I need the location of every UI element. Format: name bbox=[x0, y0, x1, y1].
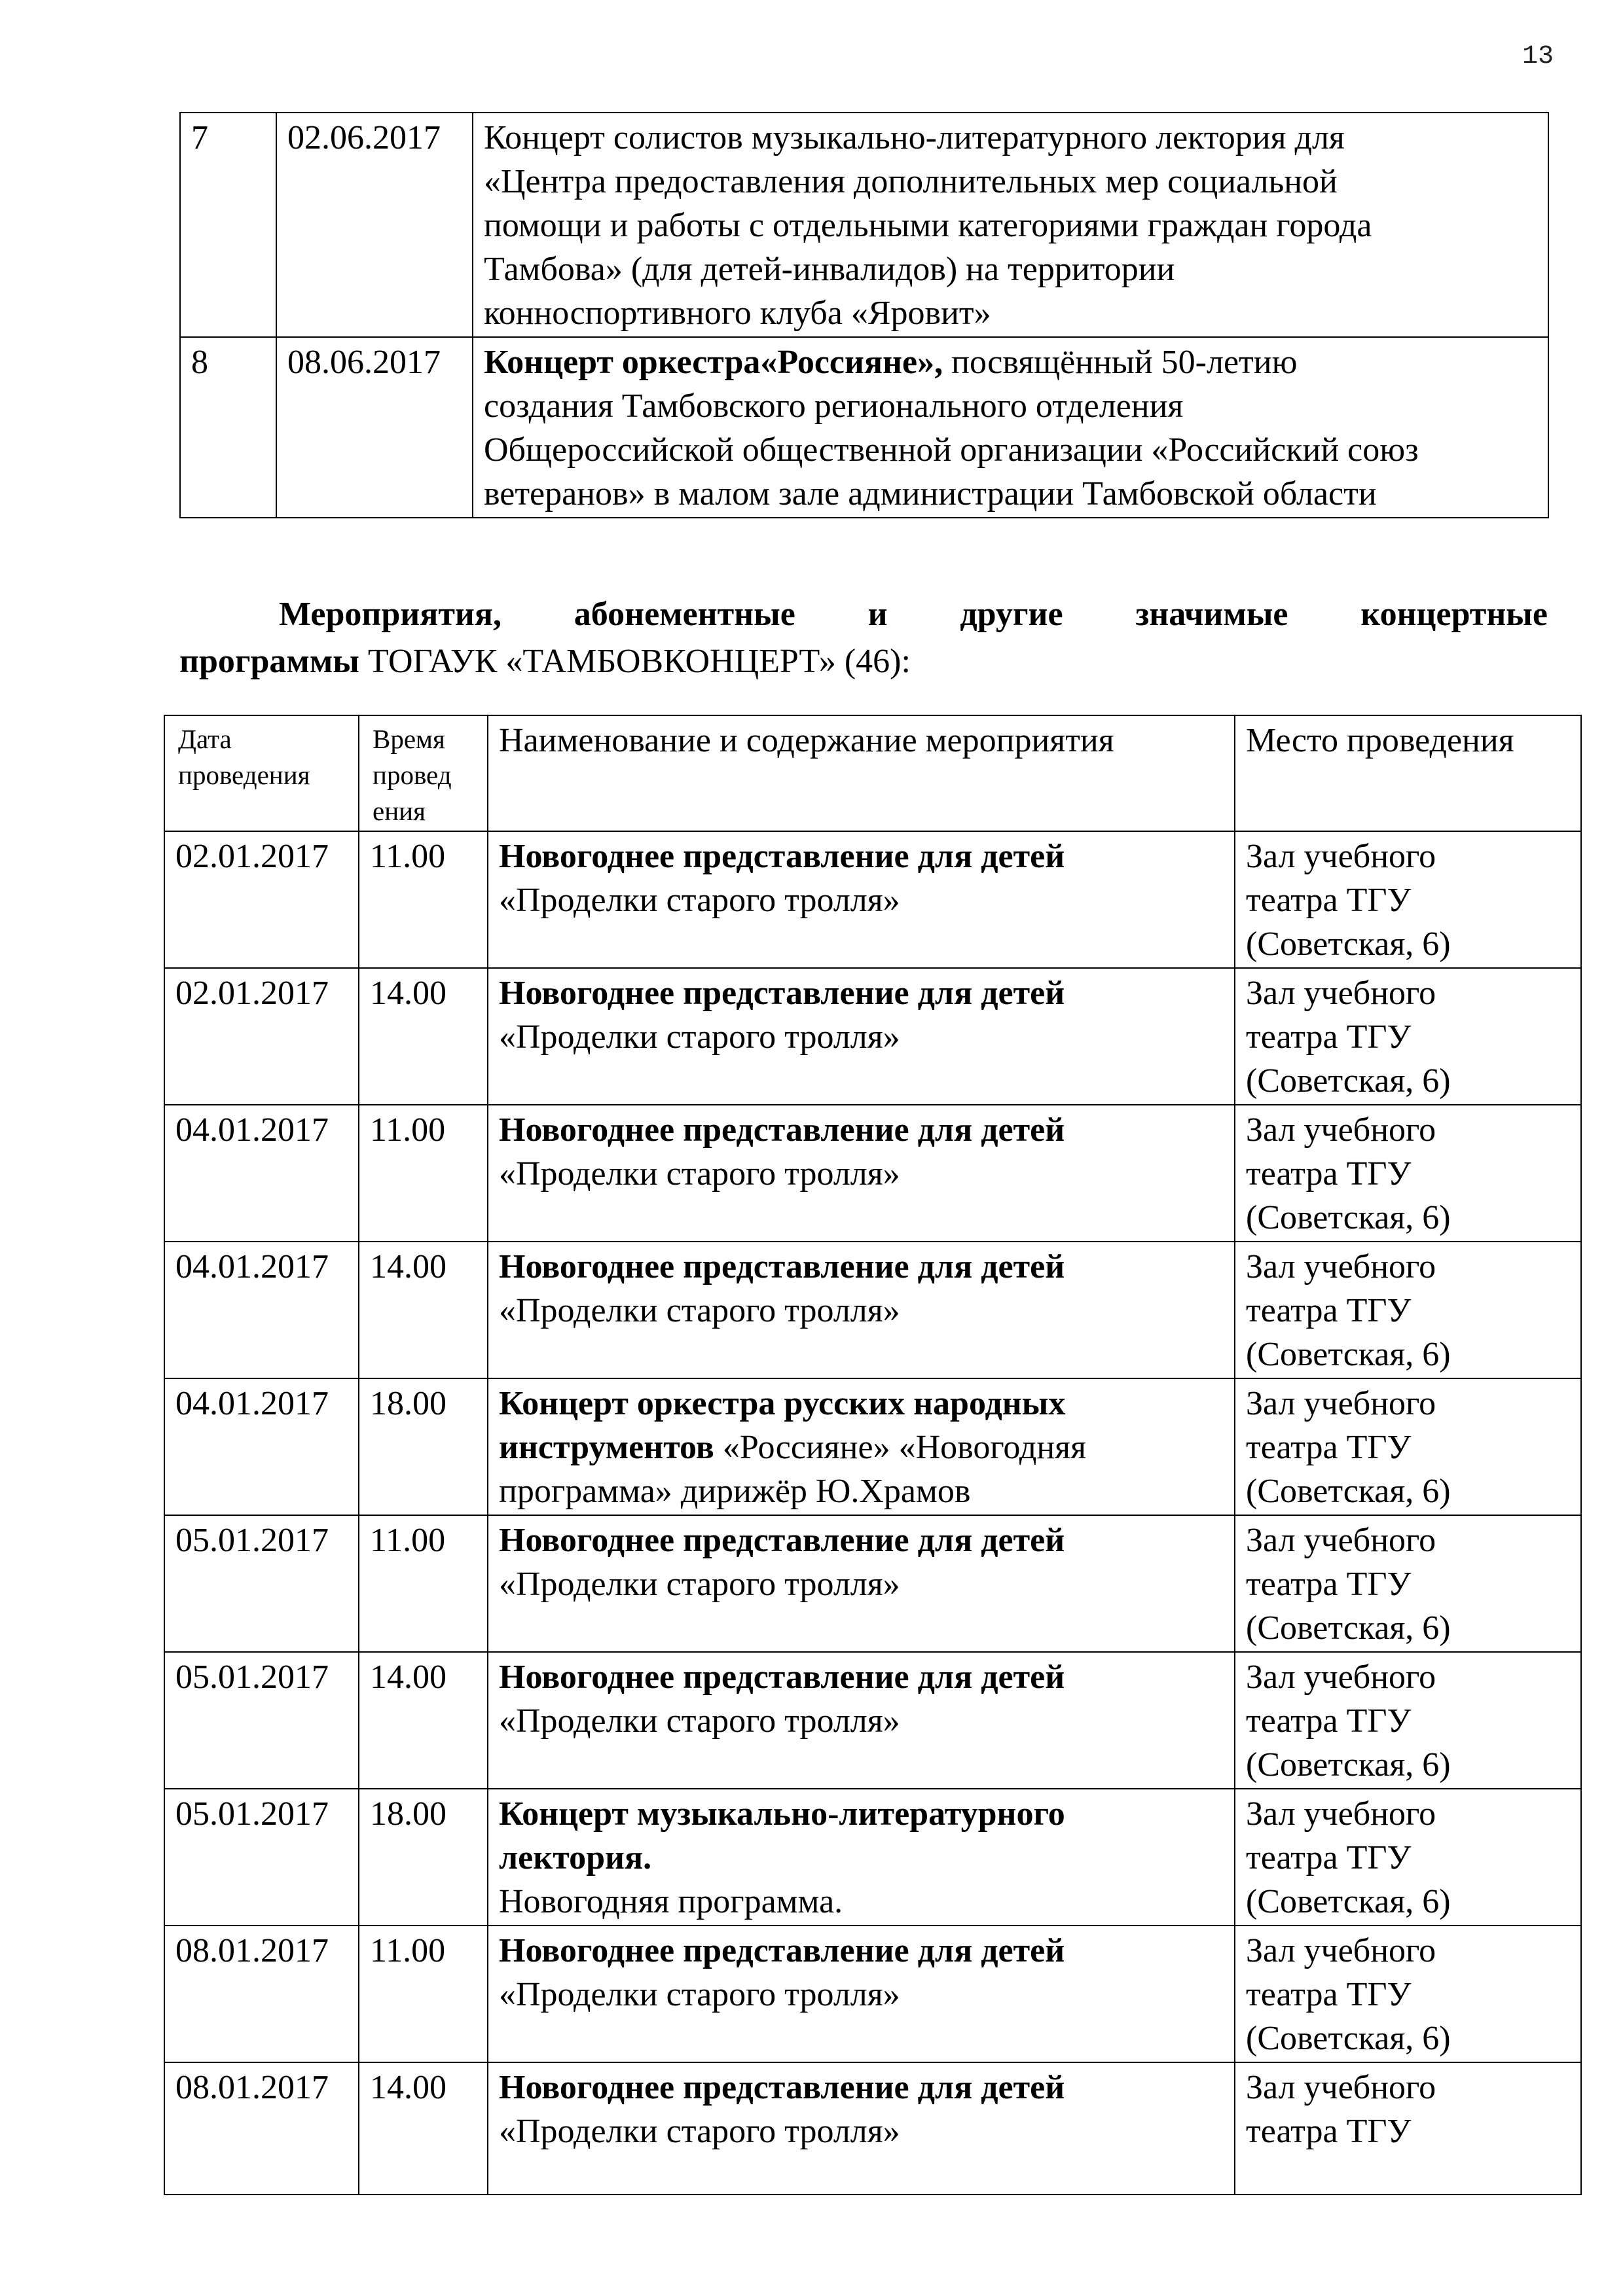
page-number: 13 bbox=[1522, 42, 1554, 71]
event-place: Зал учебного театра ТГУ (Советская, 6) bbox=[1235, 968, 1581, 1105]
event-place: Зал учебного театра ТГУ (Советская, 6) bbox=[1235, 1789, 1581, 1926]
event-name: Новогоднее представление для детей «Проделки старого тролля» bbox=[488, 1926, 1235, 2062]
table-row bbox=[164, 1105, 1581, 1242]
row-number: 7 bbox=[180, 113, 276, 337]
event-place: Зал учебного театра ТГУ (Советская, 6) bbox=[1235, 1652, 1581, 1789]
event-date: 08.01.2017 bbox=[164, 2062, 359, 2195]
event-name: Новогоднее представление для детей «Проделки старого тролля» bbox=[488, 831, 1235, 968]
header-name: Наименование и содержание мероприятия bbox=[488, 715, 1235, 831]
event-time: 14.00 bbox=[359, 1652, 488, 1789]
events-table bbox=[164, 715, 1582, 2195]
row-date: 08.06.2017 bbox=[276, 337, 473, 518]
table-row bbox=[164, 1652, 1581, 1789]
event-place: Зал учебного театра ТГУ (Советская, 6) bbox=[1235, 1105, 1581, 1242]
event-place: Зал учебного театра ТГУ (Советская, 6) bbox=[1235, 1242, 1581, 1378]
row-date: 02.06.2017 bbox=[276, 113, 473, 337]
event-place: Зал учебного театра ТГУ (Советская, 6) bbox=[1235, 1378, 1581, 1515]
event-place: Зал учебного театра ТГУ (Советская, 6) bbox=[1235, 1926, 1581, 2062]
table-row bbox=[180, 113, 1548, 337]
header-date: Дата проведения bbox=[164, 715, 359, 831]
event-time: 18.00 bbox=[359, 1378, 488, 1515]
event-time: 11.00 bbox=[359, 831, 488, 968]
event-name: Новогоднее представление для детей «Проделки старого тролля» bbox=[488, 2062, 1235, 2195]
event-date: 05.01.2017 bbox=[164, 1652, 359, 1789]
event-date: 08.01.2017 bbox=[164, 1926, 359, 2062]
event-date: 04.01.2017 bbox=[164, 1378, 359, 1515]
event-time: 18.00 bbox=[359, 1789, 488, 1926]
event-time: 14.00 bbox=[359, 968, 488, 1105]
event-name: Концерт музыкально-литературного лектория. Новогодняя программа. bbox=[488, 1789, 1235, 1926]
event-date: 04.01.2017 bbox=[164, 1105, 359, 1242]
event-date: 02.01.2017 bbox=[164, 968, 359, 1105]
event-place: Зал учебного театра ТГУ (Советская, 6) bbox=[1235, 831, 1581, 968]
event-place: Зал учебного театра ТГУ bbox=[1235, 2062, 1581, 2195]
header-place: Место проведения bbox=[1235, 715, 1581, 831]
table-row bbox=[164, 2062, 1581, 2195]
table-row bbox=[164, 1242, 1581, 1378]
table-row bbox=[164, 1515, 1581, 1652]
event-time: 11.00 bbox=[359, 1926, 488, 2062]
event-name: Новогоднее представление для детей «Проделки старого тролля» bbox=[488, 1652, 1235, 1789]
table-row bbox=[164, 831, 1581, 968]
event-name: Новогоднее представление для детей «Проделки старого тролля» bbox=[488, 1515, 1235, 1652]
row-description: Концерт оркестра«Россияне», посвящённый 50-летию создания Тамбовского регионального отделения Общероссийской общественной организации «Российский союз ветеранов» в малом зале администрации Тамбовской области bbox=[473, 337, 1548, 518]
event-time: 11.00 bbox=[359, 1105, 488, 1242]
table-row bbox=[180, 337, 1548, 518]
event-place: Зал учебного театра ТГУ (Советская, 6) bbox=[1235, 1515, 1581, 1652]
table-row bbox=[164, 968, 1581, 1105]
table-row bbox=[164, 1378, 1581, 1515]
event-date: 02.01.2017 bbox=[164, 831, 359, 968]
event-time: 14.00 bbox=[359, 1242, 488, 1378]
section-heading: Мероприятия, абонементные и другие значимые концертные программы ТОГАУК «ТАМБОВКОНЦЕРТ» (46): bbox=[179, 596, 1548, 680]
top-table bbox=[179, 112, 1549, 518]
event-date: 05.01.2017 bbox=[164, 1789, 359, 1926]
event-name: Концерт оркестра русских народных инструментов «Россияне» «Новогодняя программа» дирижёр Ю.Храмов bbox=[488, 1378, 1235, 1515]
table-header-row bbox=[164, 715, 1581, 831]
event-name: Новогоднее представление для детей «Проделки старого тролля» bbox=[488, 1105, 1235, 1242]
event-date: 04.01.2017 bbox=[164, 1242, 359, 1378]
event-name: Новогоднее представление для детей «Проделки старого тролля» bbox=[488, 1242, 1235, 1378]
table-row bbox=[164, 1926, 1581, 2062]
row-number: 8 bbox=[180, 337, 276, 518]
row-description: Концерт солистов музыкально-литературного лектория для «Центра предоставления дополнительных мер социальной помощи и работы с отдельными категориями граждан города Тамбова» (для детей-инвалидов) на территории конноспортивного клуба «Яровит» bbox=[473, 113, 1548, 337]
event-time: 11.00 bbox=[359, 1515, 488, 1652]
event-time: 14.00 bbox=[359, 2062, 488, 2195]
header-time: Время провед ения bbox=[359, 715, 488, 831]
table-row bbox=[164, 1789, 1581, 1926]
event-date: 05.01.2017 bbox=[164, 1515, 359, 1652]
event-name: Новогоднее представление для детей «Проделки старого тролля» bbox=[488, 968, 1235, 1105]
